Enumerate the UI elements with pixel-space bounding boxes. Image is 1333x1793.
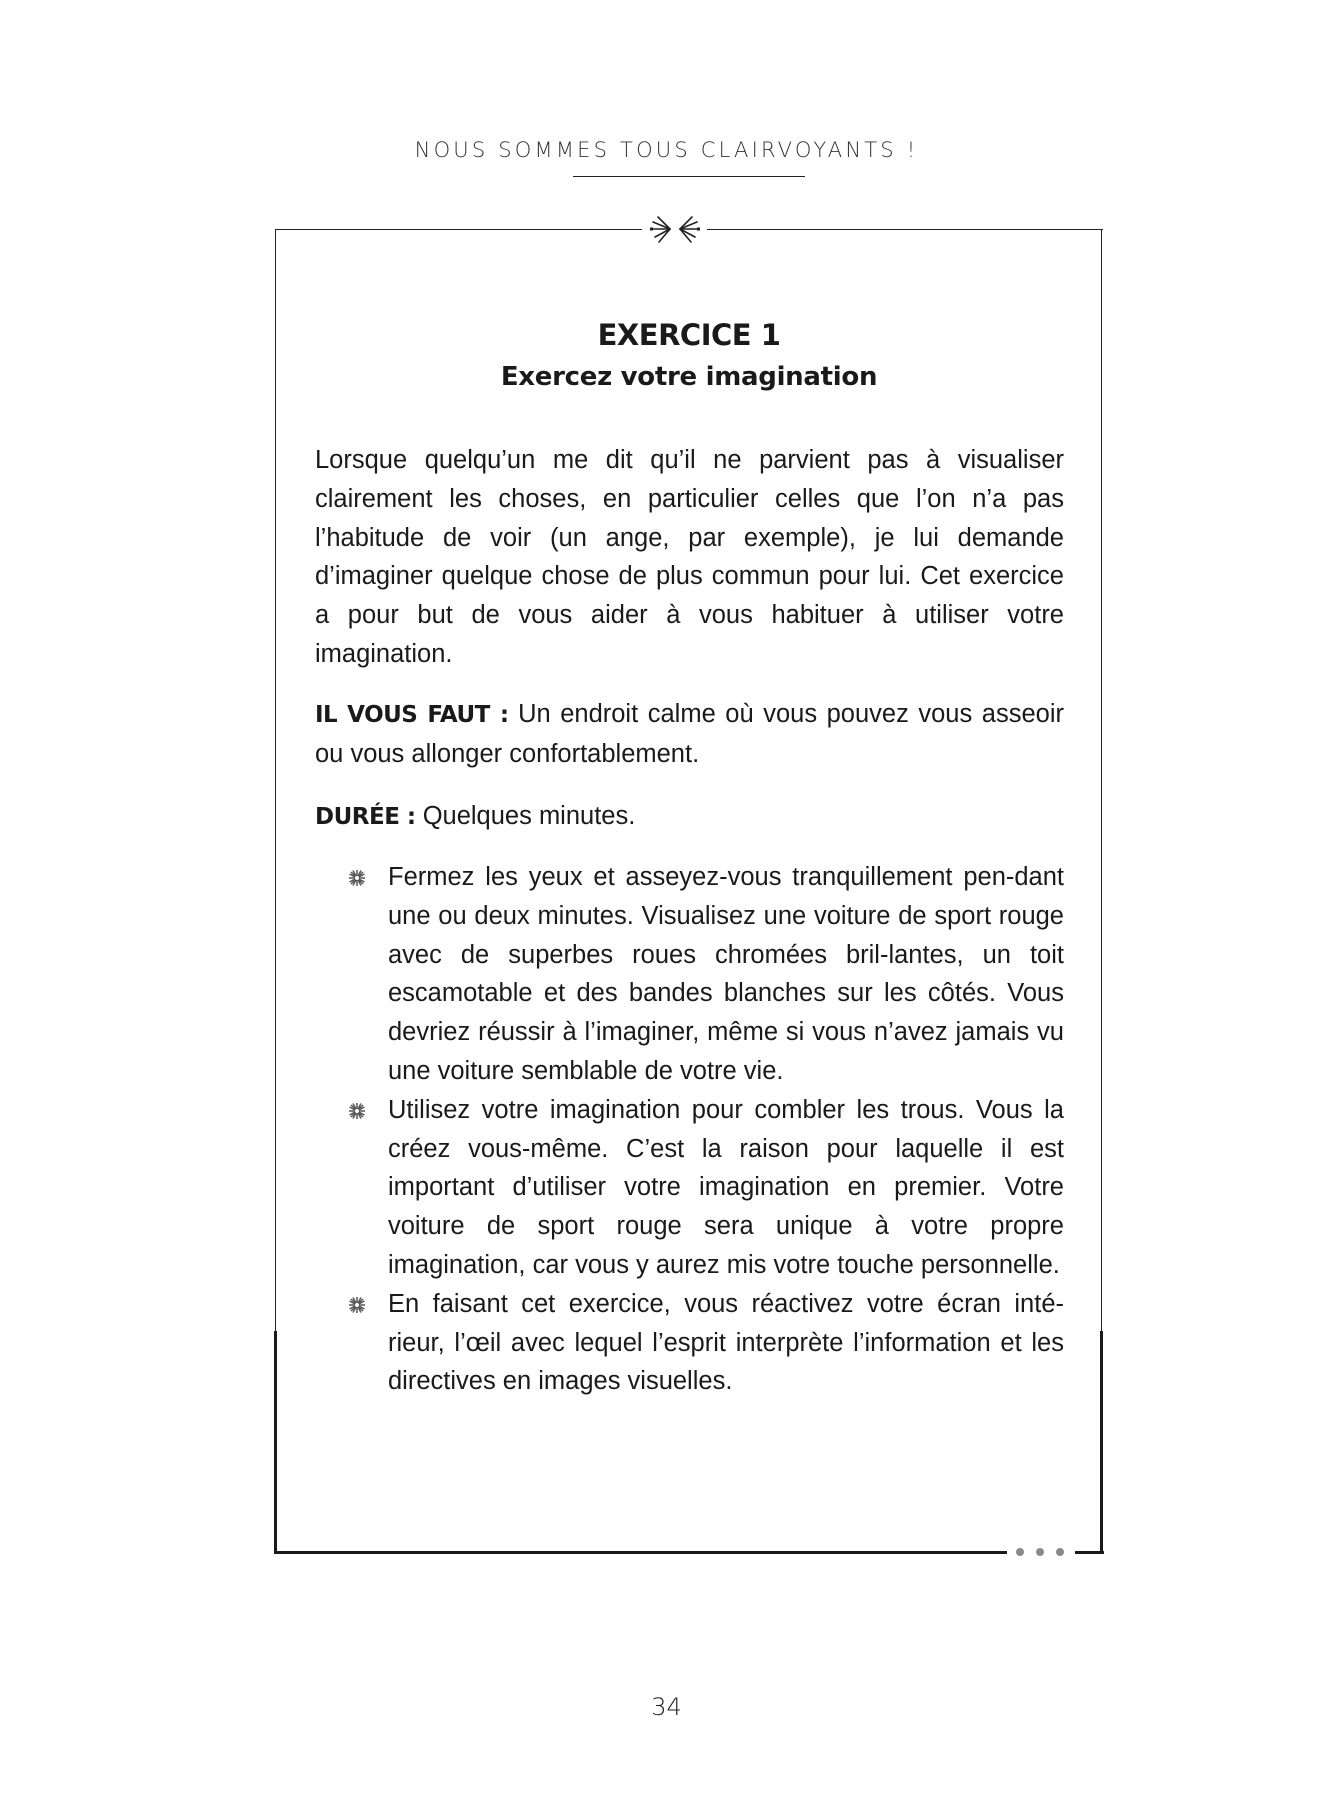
page-number: 34 <box>651 1693 682 1721</box>
exercise-title: EXERCICE 1 <box>597 318 781 352</box>
running-head: NOUS SOMMES TOUS CLAIRVOYANTS ! <box>414 138 919 162</box>
exercise-subtitle: Exercez votre imagination <box>500 362 878 392</box>
step-text: En faisant cet exercice, vous réactivez votre écran inté-rieur, l’œil avec lequel l’esprit interprète l’information et les directives en images visuelles. <box>388 1289 1064 1396</box>
box-top-border-right <box>707 229 1103 230</box>
box-right-border <box>1101 229 1102 1331</box>
box-bottom-border-right <box>1075 1551 1104 1554</box>
duration-paragraph <box>315 797 1064 837</box>
steps-list <box>348 858 1064 1401</box>
starburst-bullet-icon <box>348 1102 366 1120</box>
box-top-border-left <box>275 229 642 230</box>
step-text: Fermez les yeux et asseyez-vous tranquillement pen-dant une ou deux minutes. Visualisez une voiture de sport rouge avec de superbes roues chromées bril-lantes, un toit escamotable et des bandes blanches sur les côtés. Vous devriez réussir à l’imaginer, même si vous n’avez jamais vu une voiture semblable de votre vie. <box>388 863 1064 1085</box>
ellipsis-dots-icon <box>1016 1548 1064 1556</box>
needs-paragraph <box>315 695 1064 774</box>
dot <box>1056 1548 1064 1556</box>
list-item <box>348 858 1064 1091</box>
starburst-bullet-icon <box>348 869 366 887</box>
box-right-border-thick <box>1100 1331 1103 1554</box>
dot <box>1016 1548 1024 1556</box>
duration-text: Quelques minutes. <box>415 802 636 830</box>
list-item <box>348 1091 1064 1285</box>
step-text: Utilisez votre imagination pour combler les trous. Vous la créez vous-même. C’est la raison pour laquelle il est important d’utiliser votre imagination en premier. Votre voiture de sport rouge sera unique à votre propre imagination, car vous y aurez mis votre touche personnelle. <box>388 1095 1064 1279</box>
needs-label: IL VOUS FAUT : <box>315 702 509 728</box>
list-item <box>348 1285 1064 1401</box>
box-bottom-border-left <box>274 1551 1007 1554</box>
needs-text: Un endroit calme où vous pouvez vous asseoir ou vous allonger confortablement. <box>315 700 1064 768</box>
box-left-border <box>275 229 276 1331</box>
starburst-ornament-icon <box>645 208 705 250</box>
starburst-bullet-icon <box>348 1296 366 1314</box>
duration-label: DURÉE : <box>315 804 416 830</box>
intro-paragraph: Lorsque quelqu’un me dit qu’il ne parvient pas à visualiser clairement les choses, en particulier celles que l’on n’a pas l’habitude de voir (un ange, par exemple), je lui demande d’imaginer quelque chose de plus commun pour lui. Cet exercice a pour but de vous aider à vous habituer à utiliser votre imagination. <box>315 446 1064 668</box>
dot <box>1036 1548 1044 1556</box>
box-left-border-thick <box>274 1331 277 1554</box>
running-head-rule <box>573 176 805 177</box>
